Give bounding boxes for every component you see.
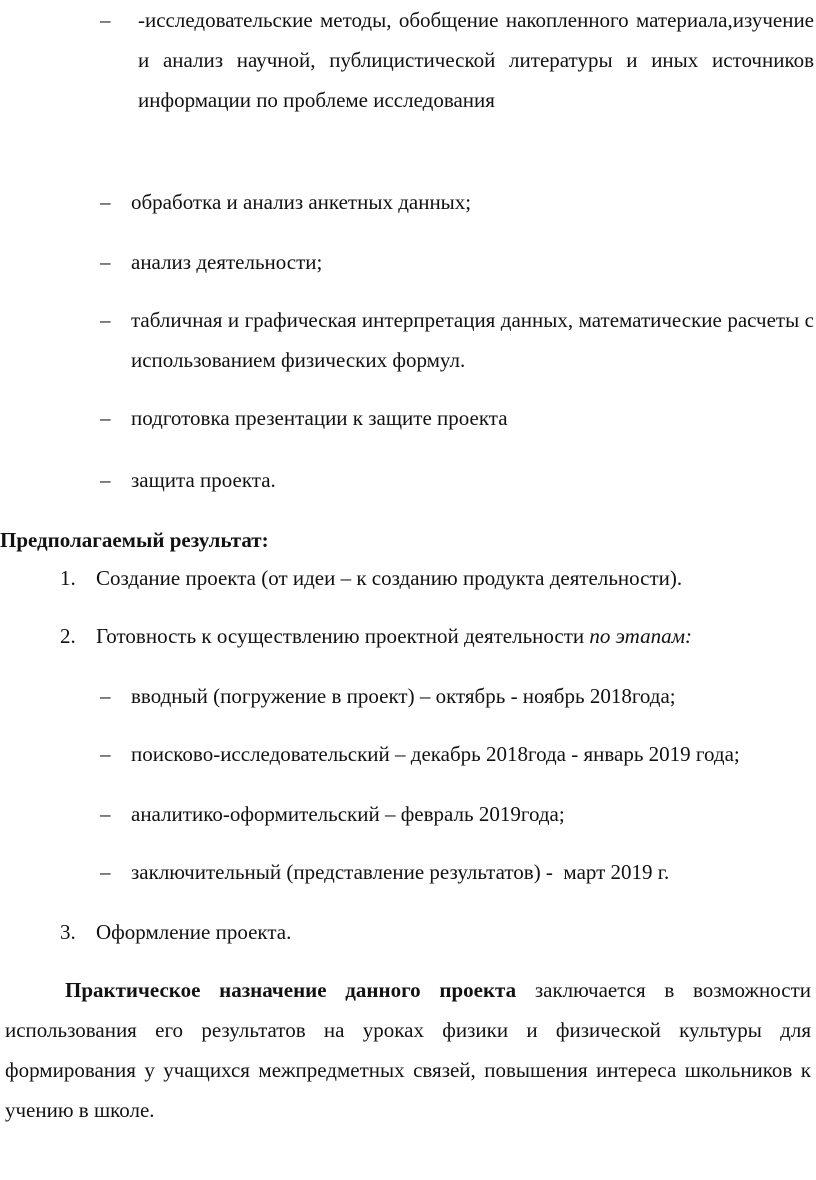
dash-marker: – (100, 8, 111, 32)
dash-marker: – (100, 684, 111, 708)
item-text: Оформление проекта. (96, 920, 292, 944)
dash-marker: – (100, 406, 111, 430)
item-number: 3. (60, 920, 76, 944)
italic-text: по этапам: (589, 624, 692, 648)
item-number: 2. (60, 624, 76, 648)
dash-marker: – (100, 308, 111, 332)
dash-marker: – (100, 742, 111, 766)
purpose-lead: Практическое назначение данного проекта (65, 978, 517, 1002)
dash-marker: – (100, 190, 111, 214)
dash-marker: – (100, 860, 111, 884)
list-item-text: аналитико-оформительский – февраль 2019года; (131, 802, 565, 826)
list-item-text: -исследовательские методы, обобщение накопленного материала,изучение и анализ научной, публицистической литературы и иных источников информации по проблеме исследования (138, 8, 814, 112)
list-item-text: обработка и анализ анкетных данных; (131, 190, 472, 214)
dash-marker: – (100, 250, 111, 274)
section-heading: Предполагаемый результат: (0, 528, 269, 552)
purpose-body: заключается в возможности использования его результатов на уроках физики и физической культуры для формирования у учащихся межпредметных связей, повышения интереса школьников к учению в школе. (5, 978, 811, 1122)
list-item-text: заключительный (представление результатов) - март 2019 г. (131, 860, 670, 884)
list-item-text: вводный (погружение в проект) – октябрь - ноябрь 2018года; (131, 684, 676, 708)
item-text: Создание проекта (от идеи – к созданию продукта деятельности). (96, 566, 683, 590)
dash-marker: – (100, 802, 111, 826)
list-item-text: защита проекта. (131, 468, 276, 492)
list-item-text: поисково-исследовательский – декабрь 2018года - январь 2019 года; (131, 742, 740, 766)
item-text: Готовность к осуществлению проектной деятельности по этапам: (96, 624, 692, 648)
item-number: 1. (60, 566, 76, 590)
dash-marker: – (100, 468, 111, 492)
purpose-paragraph (5, 970, 811, 1130)
list-item-text: табличная и графическая интерпретация данных, математические расчеты с использованием физических формул. (131, 308, 814, 372)
list-item-text: подготовка презентации к защите проекта (131, 406, 508, 430)
list-item-text: анализ деятельности; (131, 250, 323, 274)
